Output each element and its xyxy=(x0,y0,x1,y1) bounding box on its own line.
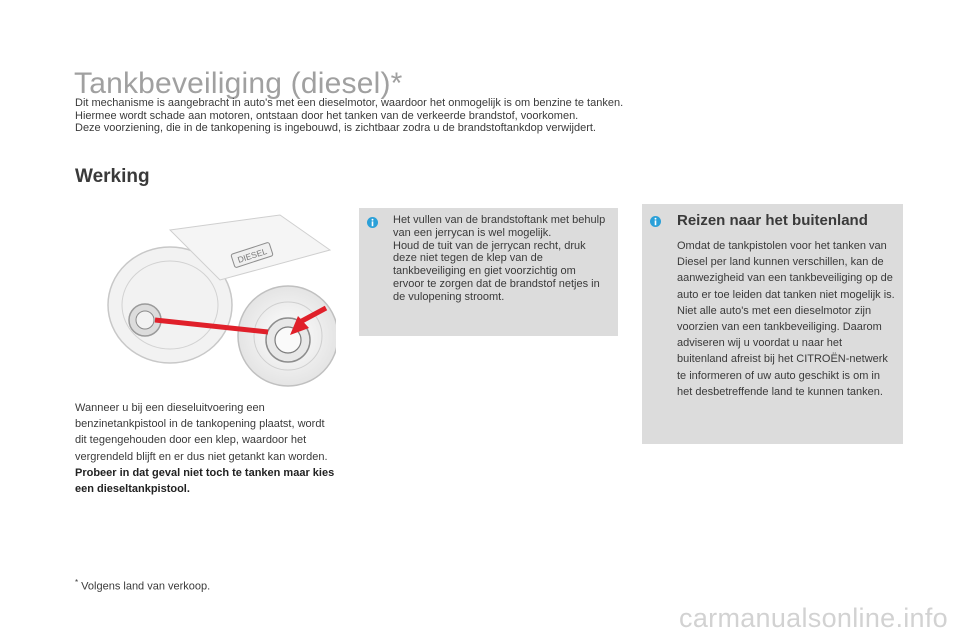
body-warning: Probeer in dat geval niet toch te tanken maar kies een dieseltankpistool. xyxy=(75,466,335,496)
info-box-abroad-line-1: Omdat de tankpistolen voor het tanken van Diesel per land kunnen verschillen, kan de aanwezigheid van een tankbeveiliging op de auto er toe leiden dat tanken niet mogelijk is. xyxy=(677,240,895,301)
info-icon xyxy=(650,216,661,227)
info-box-abroad xyxy=(642,204,903,444)
intro-paragraph-1: Dit mechanisme is aangebracht in auto's met een dieselmotor, waardoor het onmogelijk is om benzine te tanken. Hiermee wordt schade aan motoren, ontstaan door het tanken van de verkeerde brandstof, voorkomen. xyxy=(75,97,624,122)
page-title: Tankbeveiliging (diesel)* xyxy=(74,67,403,100)
body-text xyxy=(75,400,335,497)
watermark: carmanualsonline.info xyxy=(679,603,948,633)
footnote-marker: * xyxy=(75,578,79,587)
info-box-jerrycan-line-2: Houd de tuit van de jerrycan recht, druk deze niet tegen de klep van de tankbeveiliging en giet voorzichtig om ervoor te zorgen dat de brandstof netjes in de vulopening stroomt. xyxy=(393,239,600,303)
info-box-abroad-text xyxy=(677,238,895,400)
body-paragraph: Wanneer u bij een dieseluitvoering een benzinetankpistool in de tankopening plaatst, wordt dit tegengehouden door een klep, waardoor het vergrendeld blijft en er dus niet getankt kan worden. xyxy=(75,402,328,463)
info-box-jerrycan xyxy=(359,208,618,336)
intro-text xyxy=(75,97,635,135)
footnote-text: Volgens land van verkoop. xyxy=(78,580,211,593)
info-box-abroad-line-2: Niet alle auto's met een dieselmotor zijn voorzien van een tankbeveiliging. Daarom adviseren wij u voordat u naar het buitenland afreist bij het CITROËN-netwerk te informeren of uw auto geschikt is om in het desbetreffende land te kunnen tanken. xyxy=(677,304,888,398)
info-box-jerrycan-text xyxy=(393,214,608,304)
info-box-abroad-heading: Reizen naar het buitenland xyxy=(677,212,868,229)
intro-paragraph-2: Deze voorziening, die in de tankopening is ingebouwd, is zichtbaar zodra u de brandstoftankdop verwijdert. xyxy=(75,122,596,134)
info-box-jerrycan-line-1: Het vullen van de brandstoftank met behulp van een jerrycan is wel mogelijk. xyxy=(393,214,606,239)
diesel-label: DIESEL xyxy=(236,246,269,265)
section-heading: Werking xyxy=(75,166,150,187)
info-icon xyxy=(367,217,378,228)
fuel-filler-illustration xyxy=(100,210,336,390)
footnote xyxy=(75,578,210,593)
